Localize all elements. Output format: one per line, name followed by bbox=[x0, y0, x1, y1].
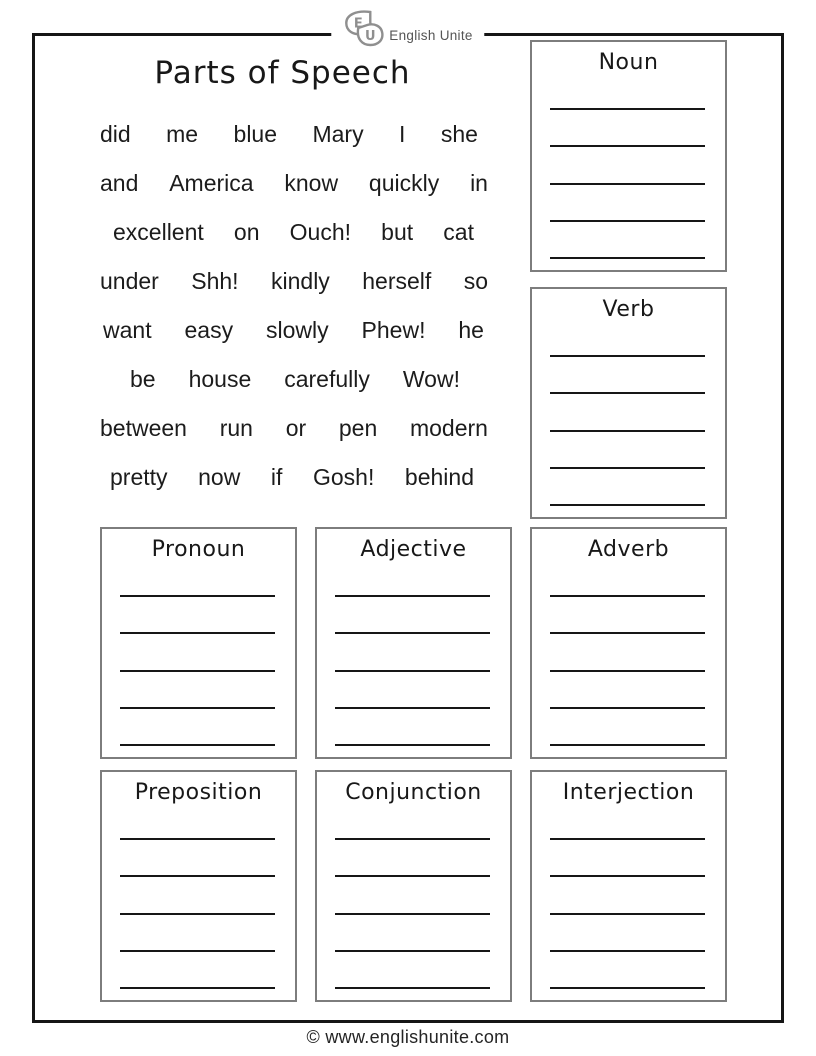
blank-answer-line bbox=[335, 875, 490, 877]
answer-lines bbox=[335, 838, 490, 989]
english-unite-logo-icon bbox=[343, 9, 385, 52]
word-bank-word: between bbox=[100, 415, 187, 441]
category-box bbox=[315, 527, 512, 759]
word-bank-word: slowly bbox=[266, 317, 329, 343]
blank-answer-line bbox=[550, 913, 705, 915]
word-bank-word: Ouch! bbox=[289, 219, 352, 245]
word-bank-word: house bbox=[188, 366, 252, 392]
word-bank-word: me bbox=[166, 121, 199, 147]
category-label: Interjection bbox=[562, 780, 695, 805]
category-label: Noun bbox=[598, 50, 659, 75]
word-bank-word: I bbox=[399, 121, 406, 147]
blank-answer-line bbox=[120, 987, 275, 989]
word-bank-word: he bbox=[458, 317, 484, 343]
word-bank-word: blue bbox=[233, 121, 278, 147]
blank-answer-line bbox=[120, 707, 275, 709]
blank-answer-line bbox=[120, 838, 275, 840]
blank-answer-line bbox=[550, 183, 705, 185]
blank-answer-line bbox=[550, 220, 705, 222]
word-bank-word: easy bbox=[184, 317, 234, 343]
blank-answer-line bbox=[120, 670, 275, 672]
word-bank-word: Wow! bbox=[402, 366, 460, 392]
blank-answer-line bbox=[550, 950, 705, 952]
logo-letter-e: E bbox=[353, 16, 363, 32]
footer-credit: © www.englishunite.com bbox=[306, 1027, 510, 1047]
blank-answer-line bbox=[550, 595, 705, 597]
blank-answer-line bbox=[335, 987, 490, 989]
word-bank-word: pen bbox=[338, 415, 378, 441]
answer-lines bbox=[335, 595, 490, 746]
worksheet-title: Parts of Speech bbox=[154, 55, 411, 91]
word-bank-word: if bbox=[270, 464, 283, 490]
category-label: Conjunction bbox=[345, 780, 482, 805]
blank-answer-line bbox=[335, 595, 490, 597]
word-bank-word: quickly bbox=[368, 170, 440, 196]
answer-lines bbox=[550, 355, 705, 506]
answer-lines bbox=[120, 838, 275, 989]
word-bank-word: or bbox=[285, 415, 307, 441]
word-bank-word: Shh! bbox=[191, 268, 239, 294]
category-label: Adverb bbox=[587, 537, 670, 562]
word-bank-word: kindly bbox=[271, 268, 330, 294]
word-bank-word: know bbox=[284, 170, 339, 196]
word-bank-word: Gosh! bbox=[312, 464, 375, 490]
answer-lines bbox=[550, 108, 705, 259]
blank-answer-line bbox=[550, 467, 705, 469]
word-bank-word: did bbox=[100, 121, 131, 147]
word-bank-word: and bbox=[100, 170, 139, 196]
word-bank-word: Mary bbox=[312, 121, 364, 147]
blank-answer-line bbox=[120, 595, 275, 597]
blank-answer-line bbox=[550, 632, 705, 634]
word-bank-word: pretty bbox=[110, 464, 168, 490]
word-bank-word: run bbox=[219, 415, 253, 441]
blank-answer-line bbox=[120, 875, 275, 877]
category-box bbox=[530, 527, 727, 759]
blank-answer-line bbox=[550, 145, 705, 147]
category-label: Preposition bbox=[134, 780, 263, 805]
word-bank-word: Phew! bbox=[361, 317, 426, 343]
word-bank-word: excellent bbox=[113, 219, 204, 245]
blank-answer-line bbox=[550, 744, 705, 746]
category-box bbox=[315, 770, 512, 1002]
blank-answer-line bbox=[550, 504, 705, 506]
answer-lines bbox=[120, 595, 275, 746]
blank-answer-line bbox=[335, 707, 490, 709]
answer-lines bbox=[550, 595, 705, 746]
blank-answer-line bbox=[120, 950, 275, 952]
word-bank-word: now bbox=[198, 464, 241, 490]
word-bank-word: be bbox=[130, 366, 156, 392]
word-bank-word: cat bbox=[443, 219, 474, 245]
blank-answer-line bbox=[120, 913, 275, 915]
brand-logo bbox=[331, 10, 484, 52]
category-box bbox=[530, 770, 727, 1002]
blank-answer-line bbox=[335, 744, 490, 746]
word-bank-word: herself bbox=[362, 268, 432, 294]
word-bank-word: but bbox=[381, 219, 414, 245]
blank-answer-line bbox=[550, 875, 705, 877]
word-bank-word: America bbox=[169, 170, 254, 196]
word-bank-word: on bbox=[233, 219, 260, 245]
answer-lines bbox=[550, 838, 705, 989]
category-box bbox=[100, 770, 297, 1002]
word-bank-word: so bbox=[463, 268, 488, 294]
blank-answer-line bbox=[550, 707, 705, 709]
brand-name: English Unite bbox=[389, 28, 473, 43]
category-box bbox=[530, 40, 727, 272]
blank-answer-line bbox=[550, 987, 705, 989]
blank-answer-line bbox=[335, 838, 490, 840]
category-label: Pronoun bbox=[151, 537, 246, 562]
category-box bbox=[100, 527, 297, 759]
blank-answer-line bbox=[550, 838, 705, 840]
blank-answer-line bbox=[120, 744, 275, 746]
blank-answer-line bbox=[335, 670, 490, 672]
blank-answer-line bbox=[335, 950, 490, 952]
blank-answer-line bbox=[550, 392, 705, 394]
blank-answer-line bbox=[120, 632, 275, 634]
blank-answer-line bbox=[550, 108, 705, 110]
word-bank-word: in bbox=[470, 170, 488, 196]
word-bank-word: under bbox=[100, 268, 159, 294]
word-bank-word: behind bbox=[404, 464, 474, 490]
blank-answer-line bbox=[550, 430, 705, 432]
blank-answer-line bbox=[550, 355, 705, 357]
category-label: Verb bbox=[602, 297, 655, 322]
category-box bbox=[530, 287, 727, 519]
word-bank-word: carefully bbox=[284, 366, 370, 392]
blank-answer-line bbox=[550, 670, 705, 672]
word-bank-word: modern bbox=[409, 415, 488, 441]
blank-answer-line bbox=[335, 632, 490, 634]
word-bank-word: want bbox=[103, 317, 152, 343]
blank-answer-line bbox=[550, 257, 705, 259]
logo-letter-u: U bbox=[364, 29, 376, 44]
blank-answer-line bbox=[335, 913, 490, 915]
word-bank-word: she bbox=[440, 121, 478, 147]
category-label: Adjective bbox=[360, 537, 467, 562]
